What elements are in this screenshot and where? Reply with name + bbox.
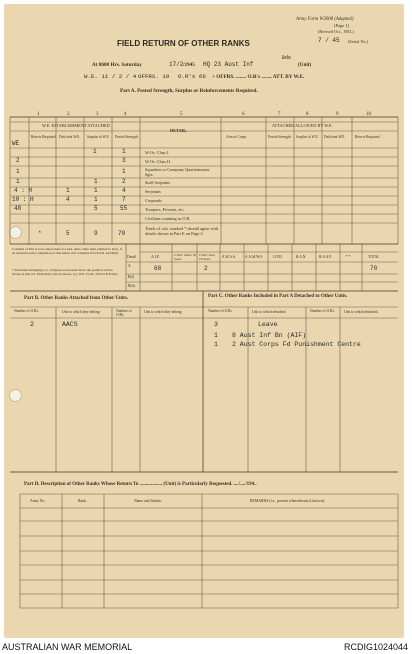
row-value: 1 (16, 168, 20, 175)
sub-header-stars: * * (346, 255, 351, 259)
detail-header: DETAIL. (170, 128, 188, 133)
detail-row-label: Troopers, Privates, etc. (145, 207, 185, 212)
footer-right: RCDIG1024044 (343, 642, 408, 652)
row-value: 1 (94, 196, 98, 203)
part-b-col-unit: Unit to which they belong (62, 310, 100, 314)
col-header: Surplus to W.E. (87, 135, 110, 139)
col-number: 1 (37, 112, 40, 117)
row-value: 7 (122, 196, 126, 203)
total-value: 70 (118, 230, 126, 237)
part-c-row-unit: 2 Aust Corps Fd Punishment Centre (232, 341, 361, 348)
serial-label: (Serial No.) (348, 39, 369, 44)
row-value: 1 (94, 178, 98, 185)
unit-label: (Unit) (298, 62, 312, 68)
col-number: 6 (242, 112, 245, 117)
row-value: 1 (94, 187, 98, 194)
part-d-col-army-no: Army No. (30, 499, 46, 503)
total-value: 9 (94, 230, 98, 237)
part-c-title: Part C. Other Ranks Included in Part A Detached to Other Units. (208, 294, 348, 299)
sub-header-total: TOTAL (368, 255, 380, 259)
row-value: 1 (16, 178, 20, 185)
row-value: 4 (122, 187, 126, 194)
row-value: 3 (122, 157, 126, 164)
return-year: /1945 (183, 62, 195, 68)
we-mark: WE (12, 140, 20, 147)
part-c-row-no: 1 (214, 332, 218, 339)
col-number: 3 (96, 112, 99, 117)
part-d-col-remarks: REMARKS (i.e., present whereabouts if known). (250, 499, 325, 503)
offrs-count: OFFRS. 19 (138, 73, 170, 80)
part-c-col-no: Number of O.Rs. (208, 309, 233, 313)
part-b-row-unit: AACS (62, 321, 78, 328)
note-part-a: Columns of Part A to be shown here for ALL units. Only units entitled to have, if an instruction the completion of this return will complete Part B.I.D. and B(ii). (12, 247, 122, 256)
row-value: 4 : H (14, 187, 33, 194)
row-value: 4 (66, 196, 70, 203)
row-value: 2 (122, 178, 126, 185)
row-value: 2 (16, 157, 20, 164)
row-value: 1 (66, 187, 70, 194)
army-form-label: Army Form W3008 (Adapted) (296, 17, 354, 22)
part-d-col-name: Name and Initials. (134, 499, 162, 503)
sub-header-aamws: A.A.M.W.S. (245, 255, 263, 259)
total-value: * (38, 230, 42, 237)
row-value: 10 : H (12, 196, 34, 203)
row-value: 5 (94, 205, 98, 212)
detail-row-label: W.Os. Class I. (145, 150, 170, 155)
unit-name: HQ 23 Aust Inf (203, 61, 254, 68)
totals-label: Totals of cols. marked * should agree with details shown in Part E on Page 2. (145, 226, 218, 237)
sub-header-cmf-over: C.M.F. Over 18 Years. (199, 253, 216, 261)
we-group-header: W.E. ESTABLISHMENT ATTACHED. (42, 123, 111, 128)
col-number: 8 (306, 112, 309, 117)
revised-label: (Revised Oct., 1953.) (318, 29, 354, 34)
note-personnel: * Personnel belonging to a company not present but in the position will be shown in this col. Particulars will be shown, e.g. W.E. Form. 18 Part B Forms. (12, 268, 119, 277)
time-line-prefix: At 0600 Hrs. Saturday (92, 62, 142, 68)
col-header: Rein-ts Required (31, 135, 56, 139)
part-b-title: Part B. Other Ranks Attached from Other Units. (24, 296, 129, 301)
col-header: Posted Strength. (115, 135, 139, 139)
unit-bde: Bde (282, 55, 292, 61)
sub-value-total: 70 (370, 265, 378, 272)
part-d-col-rank: Rank. (78, 499, 87, 503)
sub-header-aif: A.I.F. (151, 255, 160, 259)
sub-row-bii: B(ii) (128, 284, 136, 288)
col-header: Deficient W.E. (324, 135, 346, 139)
sub-header-civil: CIVIL (273, 255, 283, 259)
col-header: Arm or Corps. (226, 135, 247, 139)
detail-row-label: Squadron or Company Quartermaster Sgts. (145, 167, 210, 177)
sub-row-a: A (128, 264, 131, 268)
total-value: 5 (66, 230, 70, 237)
row-value: 55 (120, 205, 128, 212)
part-c-col-unit: Unit to which detached. (252, 310, 287, 314)
detail-row-label: Corporals (145, 198, 162, 203)
page-label: (Page 1) (334, 23, 350, 28)
col-number: 9 (336, 112, 339, 117)
col-header: Surplus to W.E. (296, 135, 319, 139)
sub-header-detail: Detail (127, 255, 137, 259)
part-c-row-no: 1 (214, 341, 218, 348)
row-value: 48 (14, 205, 22, 212)
detail-row-label: W.Os. Class II. (145, 159, 171, 164)
part-c-row-unit: 8 Aust Inf Bn (AIF) (232, 332, 307, 339)
row-value: 1 (122, 168, 126, 175)
sub-header-raaf: R.A.A.F. (319, 255, 332, 259)
serial-number: 7 / 45 (318, 37, 340, 44)
col-header: Deficient W.E. (59, 135, 81, 139)
sub-row-bi: B(i) (128, 275, 135, 279)
part-c-col-no-2: Number of O.Rs. (310, 309, 335, 313)
sub-value-cmf-over: 2 (204, 265, 208, 272)
detail-row-label: Staff Serjeants (145, 180, 171, 185)
col-number: 7 (278, 112, 281, 117)
part-b-col-unit-2: Unit to which they belong (144, 310, 182, 314)
part-c-row-unit: Leave (258, 321, 278, 328)
part-c-col-unit-2: Unit to which detached. (344, 310, 379, 314)
part-b-col-no: Number of O.Rs. (14, 309, 39, 313)
return-date: 17/2 (169, 61, 184, 68)
sub-header-awas: A.W.A.S. (222, 255, 236, 259)
col-header: Rein-ts Required. (355, 135, 381, 139)
archive-footer (0, 639, 412, 654)
attached-by-we: + OFFRS. ........ O.R's ........ ATT. BY W.E. (212, 74, 305, 80)
detail-row-label: Serjeants (145, 189, 161, 194)
row-value: 1 (93, 148, 97, 155)
footer-left: AUSTRALIAN WAR MEMORIAL (2, 642, 133, 652)
col-header: Posted Strength. (268, 135, 292, 139)
form-title: FIELD RETURN OF OTHER RANKS (117, 39, 250, 48)
sub-value-aif: 68 (154, 265, 162, 272)
col-number: 2 (67, 112, 70, 117)
part-b-col-no-2: Number of O.Rs. (116, 309, 132, 317)
col-number: 10 (366, 112, 371, 117)
detail-row-label: Civilians counting as O.R. (145, 216, 191, 221)
row-value: 1 (122, 148, 126, 155)
sub-header-cmf-under: C.M.F. Under 18 Years. (174, 253, 196, 261)
col-number: 5 (180, 112, 183, 117)
ors-count: O.R's 66 (178, 73, 206, 80)
attached-header: ATTACHED ALLOWED BY W.E. (272, 123, 333, 128)
col-number: 4 (124, 112, 127, 117)
part-b-row-no: 2 (30, 321, 34, 328)
sub-header-ran: R.A.N. (296, 255, 307, 259)
part-a-title: Part A. Posted Strength, Surplus or Reinforcements Required. (120, 88, 258, 94)
we-reference: W.E. 11 / 2 / 4 (84, 73, 137, 80)
part-d-title: Part D. Description of Other Ranks Whose Return To .................. (Unit) is Particularly Requested. ..../..../194.. (24, 482, 257, 487)
part-c-row-no: 3 (214, 321, 218, 328)
